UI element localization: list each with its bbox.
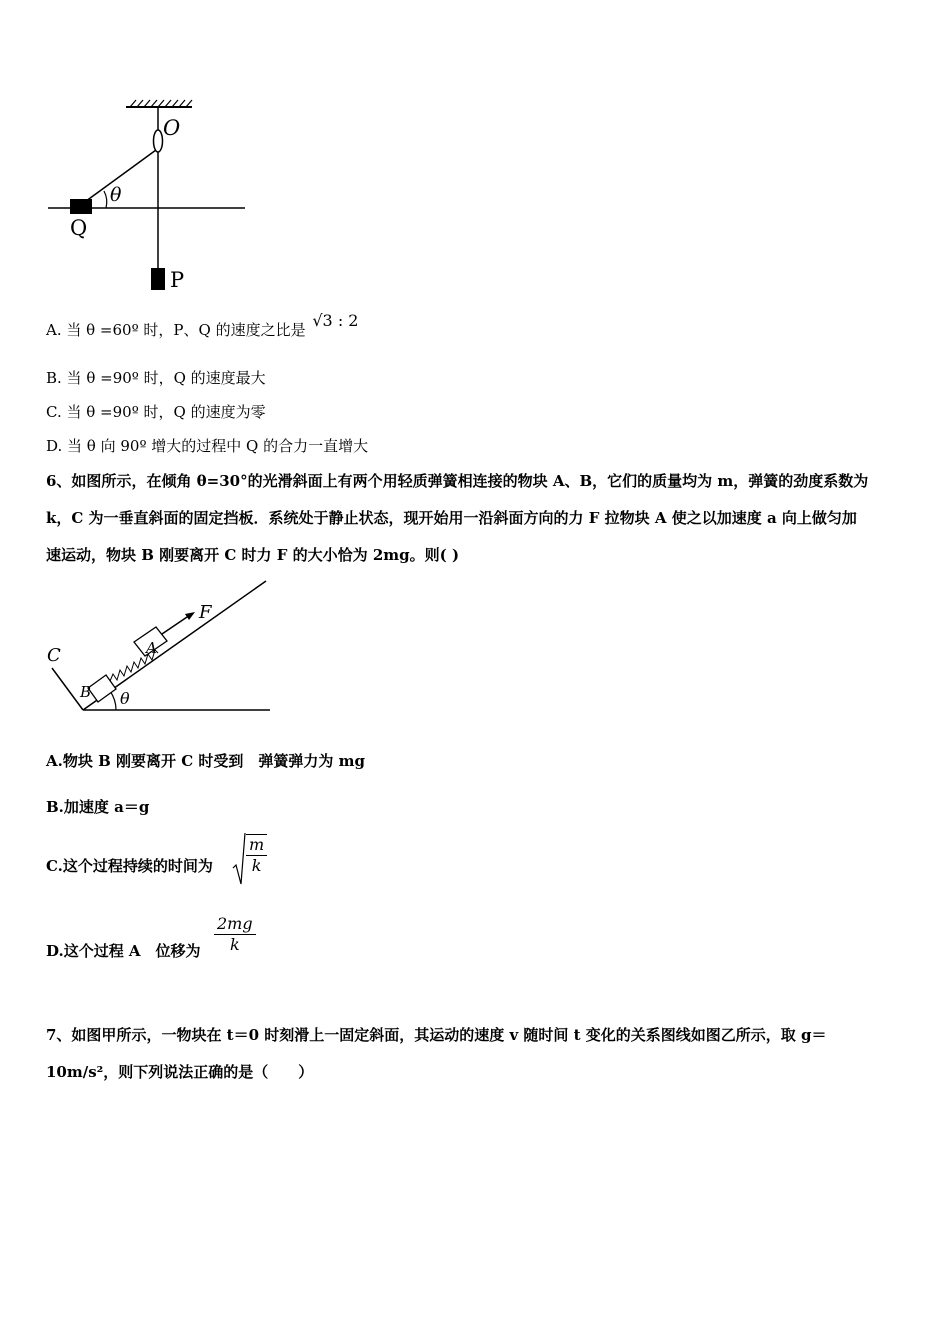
figure-incline bbox=[40, 578, 280, 718]
q6-option-c-fraction bbox=[246, 834, 267, 876]
q6-line-1: 6、如图所示，在倾角 θ=30°的光滑斜面上有两个用轻质弹簧相连接的物块 A、B，它们的质量均为 m，弹簧的劲度系数为 bbox=[46, 472, 869, 490]
label-o: O bbox=[163, 116, 181, 140]
q6-option-c bbox=[46, 832, 265, 886]
q7-line-2: 10m/s²，则下列说法正确的是（ ） bbox=[46, 1063, 314, 1081]
q6-option-b: B.加速度 a＝g bbox=[46, 798, 150, 816]
label-a: A bbox=[146, 639, 157, 657]
q6-line-3: 速运动，物块 B 刚要离开 C 时力 F 的大小恰为 2mg。则( ) bbox=[46, 546, 460, 564]
label-q: Q bbox=[70, 216, 88, 240]
sqrt-icon bbox=[232, 832, 246, 886]
q5-option-b: B. 当 θ =90º 时，Q 的速度最大 bbox=[46, 369, 266, 387]
figure-rod-system bbox=[40, 95, 260, 300]
q6-option-d-fraction bbox=[214, 914, 256, 955]
label-theta: θ bbox=[110, 184, 122, 206]
q6-option-c-text: C.这个过程持续的时间为 bbox=[46, 857, 213, 875]
q7-line-1: 7、如图甲所示，一物块在 t＝0 时刻滑上一固定斜面，其运动的速度 v 随时间 t 变化的关系图线如图乙所示，取 g＝ bbox=[46, 1026, 827, 1044]
q5-option-a-math: √3 : 2 bbox=[312, 311, 359, 330]
label-c: C bbox=[47, 645, 61, 666]
label-theta-incline: θ bbox=[120, 689, 130, 708]
q5-option-d: D. 当 θ 向 90º 增大的过程中 Q 的合力一直增大 bbox=[46, 437, 369, 455]
q6-line-2: k，C 为一垂直斜面的固定挡板．系统处于静止状态，现开始用一沿斜面方向的力 F 拉物块 A 使之以加速度 a 向上做匀加 bbox=[46, 509, 857, 527]
label-f: F bbox=[199, 602, 212, 623]
q6-option-c-num: m bbox=[246, 835, 267, 856]
q6-option-a: A.物块 B 刚要离开 C 时受到 弹簧弹力为 mg bbox=[46, 752, 365, 770]
label-b: B bbox=[80, 683, 92, 701]
q6-option-d-num: 2mg bbox=[214, 914, 256, 935]
label-p: P bbox=[170, 268, 185, 292]
q5-option-a bbox=[46, 311, 359, 340]
q6-option-d-text: D.这个过程 A 位移为 bbox=[46, 942, 201, 960]
q5-option-a-text: A. 当 θ =60º 时，P、Q 的速度之比是 bbox=[46, 321, 306, 339]
q6-option-d bbox=[46, 914, 253, 964]
q5-option-c: C. 当 θ =90º 时，Q 的速度为零 bbox=[46, 403, 266, 421]
q6-option-d-den: k bbox=[229, 935, 240, 954]
q6-option-c-den: k bbox=[251, 856, 262, 875]
